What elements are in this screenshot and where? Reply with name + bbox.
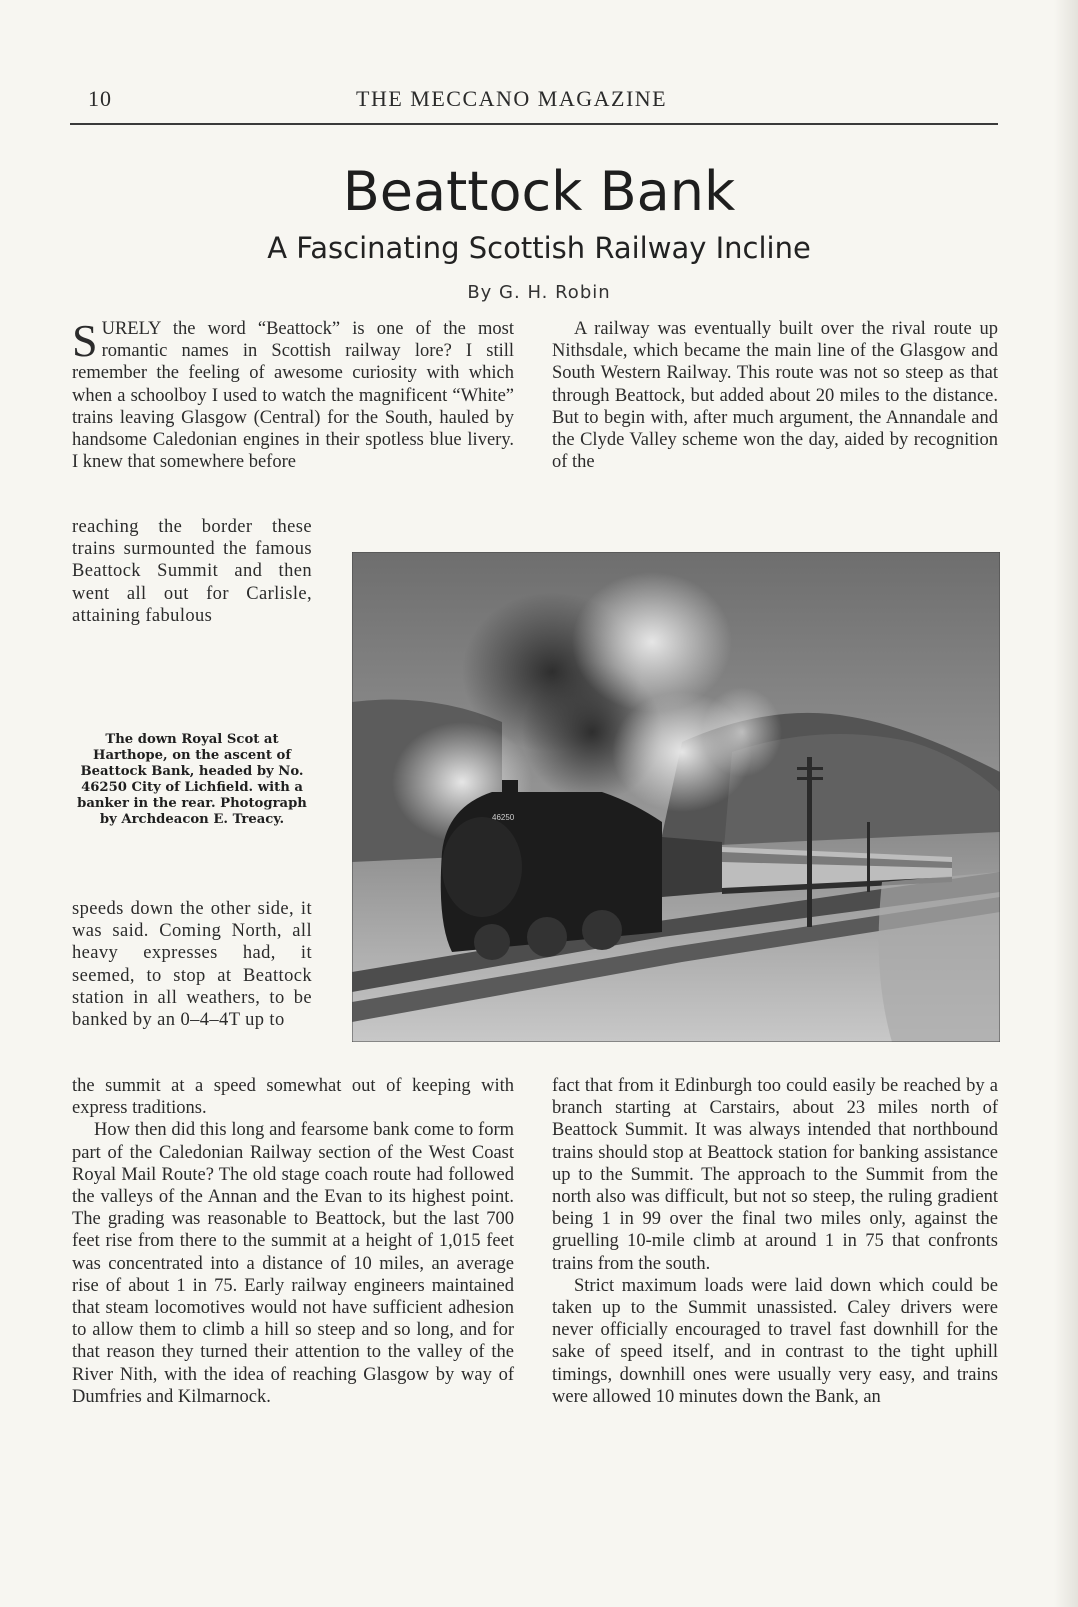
left-narrow-top-text: reaching the border these trains surmounted the famous Beattock Summit and then went all out for Carlisle, attaining fabulous [72, 517, 312, 626]
header-rule [70, 123, 998, 125]
right-bottom-paragraph-2: Strict maximum loads were laid down which could be taken up to the Summit unassisted. Caley drivers were never officially encouraged to travel fast downhill for the sake of speed itself, and in contrast to the tight uphill timings, downhill ones were usually very easy, and trains were allowed 10 minutes down the Bank, an [552, 1275, 998, 1407]
magazine-title: THE MECCANO MAGAZINE [356, 86, 668, 111]
train-photo-illustration [352, 552, 1000, 1042]
right-bottom-paragraph-1: fact that from it Edinburgh too could easily be reached by a branch starting at Carstairs, about 23 miles north of Beattock Summit. It was always intended that northbound trains should stop at Beattock station for banking assistance up to the Summit. The approach to the Summit from the north also was difficult, but not so steep, the ruling gradient being 1 in 99 over the final two miles only, against the gruelling 10-mile climb at around 1 in 75 that confronts trains from the south. [552, 1076, 998, 1274]
article-subtitle: A Fascinating Scottish Railway Incline [267, 231, 811, 265]
body-column-left-top [72, 315, 514, 473]
left-narrow-bottom-text: speeds down the other side, it was said. Coming North, all heavy expresses had, it seemed, to stop at Beattock station in all weathers, to be banked by an 0–4–4T up to [72, 899, 312, 1031]
locomotive [441, 780, 662, 960]
drop-cap: S [72, 315, 98, 366]
page-number: 10 [88, 86, 112, 111]
left-bottom-paragraph-1: the summit at a speed somewhat out of keeping with express traditions. [72, 1076, 514, 1119]
left-top-text: URELY the word “Beattock” is one of the most romantic names in Scottish railway lore? I still remember the feeling of awesome curiosity with which when a schoolboy I used to watch the magnificent “White” trains leaving Glasgow (Central) for the South, hauled by handsome Caledonian engines in their spotless blue livery. I knew that somewhere before [72, 319, 514, 473]
body-column-right-bottom [552, 1075, 998, 1408]
body-column-left-narrow-top [72, 516, 312, 627]
right-top-text: A railway was eventually built over the rival route up Nithsdale, which became the main line of the Glasgow and South Western Railway. This route was not so steep as that through Beattock, but added about 20 miles to the distance. But to begin with, after much argument, the Annandale and the Clyde Valley scheme won the day, aided by recognition of the [552, 319, 998, 473]
body-column-right-top [552, 318, 998, 473]
train-photograph [352, 552, 1000, 1042]
body-column-left-narrow-bottom [72, 898, 312, 1031]
article-title: Beattock Bank [342, 160, 736, 223]
engine-number: 46250 [492, 813, 515, 822]
left-bottom-paragraph-2: How then did this long and fearsome bank come to form part of the Caledonian Railway section of the West Coast Royal Mail Route? The old stage coach route had followed the valleys of the Annan and the Evan to its highest point. The grading was reasonable to Beattock, but the last 700 feet rise from there to the summit at a height of 1,015 feet was concentrated into a distance of 10 miles, an average rise of about 1 in 75. Early railway engineers maintained that steam locomotives would not have sufficient adhesion to allow them to climb a hill so steep and so long, and for that reason they turned their attention to the valley of the River Nith, with the idea of reaching Glasgow by way of Dumfries and Kilmarnock. [72, 1120, 514, 1407]
article-byline: By G. H. Robin [467, 282, 611, 303]
photo-caption: The down Royal Scot at Harthope, on the ascent of Beattock Bank, headed by No. 46250 City of Lichfield. with a banker in the rear. Photograph by Archdeacon E. Treacy. [77, 732, 307, 827]
body-column-left-bottom [72, 1075, 514, 1408]
